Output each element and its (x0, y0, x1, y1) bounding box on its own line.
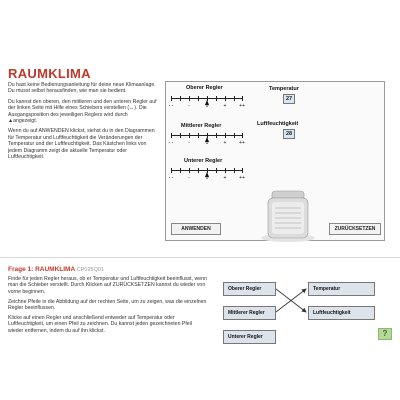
scale-label: ++ (239, 175, 245, 181)
scale-label: 0 (205, 140, 209, 146)
apply-button[interactable]: ANWENDEN (171, 223, 221, 235)
scale-label: - (188, 103, 190, 109)
question-text (8, 276, 208, 338)
humidity-value-box: 28 (283, 129, 295, 139)
scale-label: ++ (239, 103, 245, 109)
intro-paragraph: Du kannst den oberen, den mittleren und den unteren Regler auf der linken Seite mit Hilfe eines Schiebers verstellen (↔). Die Ausgangsposition des jeweiligen Reglers wird durch ▲angezeigt. (8, 98, 157, 125)
scale-label: + (223, 175, 227, 181)
regler-label-oberer: Oberer Regler (186, 85, 223, 91)
question-code: CP025Q01 (76, 267, 104, 273)
diagram-box-temperatur[interactable]: Temperatur (308, 282, 375, 296)
scale-label: - (188, 175, 190, 181)
section-divider (0, 257, 400, 258)
scale-label: - - (168, 103, 174, 109)
question-paragraph: Zeichne Pfeile in die Abbildung auf der rechten Seite, um zu zeigen, was die einzelnen Regler beeinflussen. (8, 298, 207, 312)
scale-label: + (223, 103, 227, 109)
scale-label: 0 (205, 175, 209, 181)
diagram-box-mittlerer-regler[interactable]: Mittlerer Regler (223, 306, 276, 320)
regler-label-unterer: Unterer Regler (184, 158, 223, 164)
humidity-label: Luftfeuchtigkeit (257, 121, 299, 127)
temperature-label: Temperatur (269, 86, 299, 92)
temperature-value-box: 27 (283, 94, 295, 104)
diagram-box-unterer-regler[interactable]: Unterer Regler (223, 330, 276, 344)
question-paragraph: Klicke auf einen Regler und anschließend entweder auf Temperatur oder Luftfeuchtigkeit, um einen Pfeil zu zeichnen. Du kannst jeden gezeichneten Pfeil wieder entfernen, indem du auf ihn klickst. (8, 315, 192, 334)
air-conditioner-illustration (258, 188, 318, 243)
regler-label-mittlerer: Mittlerer Regler (181, 123, 222, 129)
intro-text (8, 82, 158, 164)
scale-label: 0 (205, 103, 209, 109)
question-title (8, 266, 104, 273)
intro-paragraph: Du hast keine Bedienungsanleitung für deine neue Klimaanlage. Du musst selbst herausfinden, wie man sie bedient. (8, 82, 156, 95)
diagram-box-luftfeuchtigkeit[interactable]: Luftfeuchtigkeit (308, 306, 375, 320)
scale-label: + (223, 140, 227, 146)
scale-label: - (188, 140, 190, 146)
reset-button[interactable]: ZURÜCKSETZEN (329, 223, 381, 235)
scale-label: - - (168, 140, 174, 146)
scale-label: - - (168, 175, 174, 181)
intro-paragraph: Wenn du auf ANWENDEN klickst, siehst du in den Diagrammen für Temperatur und Luftfeuchtigkeit die Veränderungen der Temperatur und der Luftfeuchtigkeit. Das Kästchen links von jedem Diagramm zeigt die aktuelle Temperatur oder Luftfeuchtigkeit. (8, 128, 155, 161)
question-title-text: Frage 1: RAUMKLIMA (8, 266, 75, 273)
diagram-box-oberer-regler[interactable]: Oberer Regler (223, 282, 276, 296)
page-title: RAUMKLIMA (8, 66, 91, 81)
arrow-diagram (220, 277, 385, 400)
question-paragraph: Finde für jeden Regler heraus, ob er Temperatur und Luftfeuchtigkeit beeinflusst, wenn man die Schieber verstellt. Durch Klicken auf ZURÜCKSETZEN kannst du wieder von vorne beginnen. (8, 276, 207, 295)
scale-label: ++ (239, 140, 245, 146)
help-button[interactable]: ? (378, 328, 392, 340)
